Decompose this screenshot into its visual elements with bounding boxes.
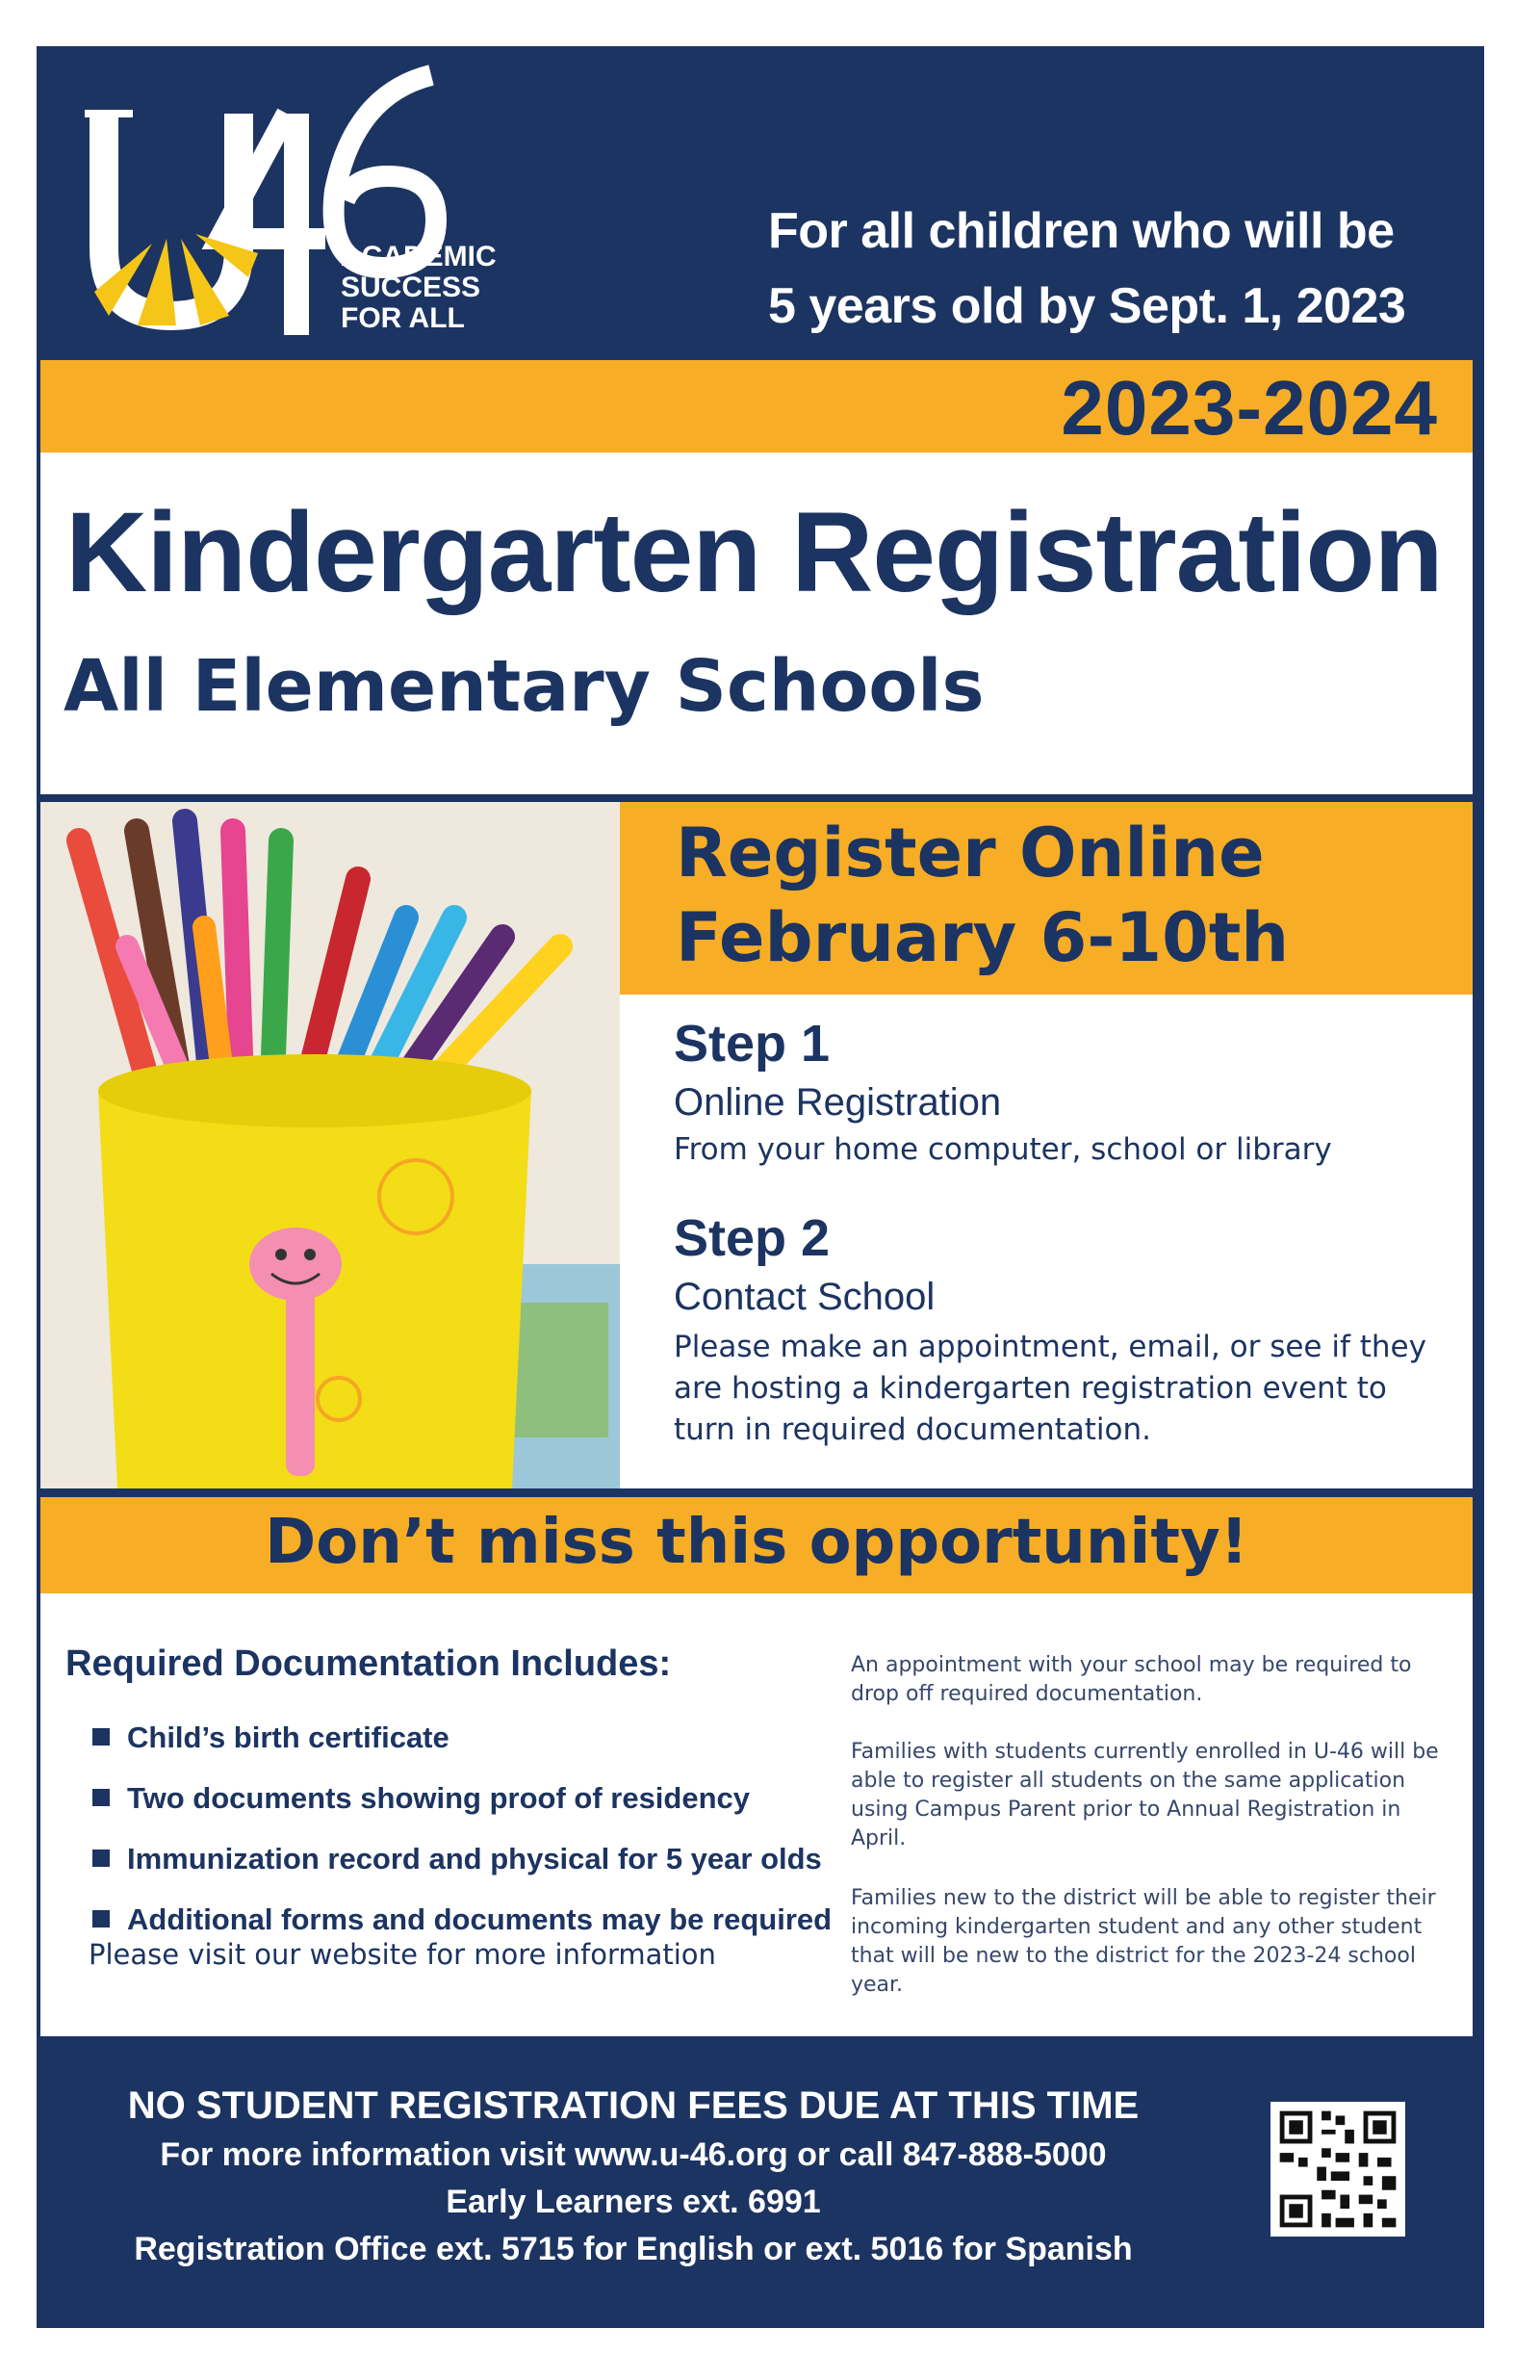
side-paragraph-appointment: An appointment with your school may be required to drop off required documentation. bbox=[851, 1653, 1412, 1706]
step-2-subtitle: Contact School bbox=[674, 1276, 936, 1318]
bullet-square-icon bbox=[92, 1789, 110, 1806]
doc-item-label: Child’s birth certificate bbox=[127, 1720, 449, 1754]
step-2-body: Please make an appointment, email, or see if they are hosting a kindergarten registration event to turn in required documentation. bbox=[674, 1330, 1426, 1447]
eligibility-line-1: For all children who will be bbox=[768, 203, 1395, 259]
doc-item-label: Immunization record and physical for 5 year olds bbox=[127, 1842, 822, 1876]
early-learners-ext: Early Learners ext. 6991 bbox=[446, 2184, 821, 2220]
pencil-cup-illustration bbox=[40, 802, 620, 1488]
register-line-1: Register Online bbox=[676, 814, 1265, 892]
documentation-section bbox=[40, 1593, 1473, 2036]
register-online-band bbox=[620, 802, 1473, 995]
doc-item bbox=[92, 1720, 449, 1755]
qr-code-icon[interactable] bbox=[1270, 2102, 1405, 2237]
contact-info: For more information visit www.u-46.org or call 847-888-5000 bbox=[160, 2136, 1107, 2173]
step-1-subtitle: Online Registration bbox=[674, 1081, 1002, 1124]
step-1-title: Step 1 bbox=[674, 1015, 831, 1073]
eligibility-line-2: 5 years old by Sept. 1, 2023 bbox=[768, 278, 1406, 334]
register-dates: February 6-10th bbox=[676, 898, 1290, 977]
bullet-square-icon bbox=[92, 1850, 110, 1867]
doc-item bbox=[92, 1842, 822, 1876]
step-1-body: From your home computer, school or library bbox=[674, 1132, 1332, 1167]
website-note: Please visit our website for more information bbox=[89, 1938, 716, 1971]
doc-item bbox=[92, 1781, 750, 1816]
side-paragraph-current-families: Families with students currently enrolled in U-46 will be able to register all students on the same application using Campus Parent prior to Annual Registration in April. bbox=[851, 1740, 1439, 1850]
step-2-title: Step 2 bbox=[674, 1209, 831, 1267]
title-box bbox=[40, 453, 1473, 794]
documentation-title: Required Documentation Includes: bbox=[65, 1643, 672, 1684]
page-title: Kindergarten Registration bbox=[65, 489, 1443, 616]
doc-item-label: Two documents showing proof of residency bbox=[127, 1781, 751, 1815]
footer bbox=[37, 2036, 1484, 2328]
doc-item bbox=[92, 1902, 832, 1937]
no-fees-notice: NO STUDENT REGISTRATION FEES DUE AT THIS TIME bbox=[127, 2084, 1140, 2127]
school-year: 2023-2024 bbox=[1061, 365, 1438, 451]
logo-tagline-1: ACADEMIC bbox=[341, 241, 497, 272]
registration-office-ext: Registration Office ext. 5715 for English or ext. 5016 for Spanish bbox=[134, 2231, 1133, 2267]
header bbox=[37, 46, 1484, 360]
bullet-square-icon bbox=[92, 1728, 110, 1746]
logo-tagline-3: FOR ALL bbox=[341, 302, 465, 334]
doc-item-label: Additional forms and documents may be required bbox=[127, 1902, 833, 1936]
callout-band bbox=[40, 1497, 1473, 1593]
steps-panel bbox=[620, 995, 1473, 1488]
year-band bbox=[40, 360, 1473, 453]
bullet-square-icon bbox=[92, 1910, 110, 1927]
page-subtitle: All Elementary Schools bbox=[64, 645, 985, 728]
callout-text: Don’t miss this opportunity! bbox=[265, 1507, 1248, 1578]
pencil-cup-photo bbox=[40, 802, 620, 1488]
u46-logo bbox=[65, 56, 508, 345]
logo-tagline-2: SUCCESS bbox=[341, 272, 481, 303]
side-paragraph-new-families: Families new to the district will be able to register their incoming kindergarten student and any other student that will be new to the district for the 2023-24 school year. bbox=[851, 1886, 1436, 1997]
